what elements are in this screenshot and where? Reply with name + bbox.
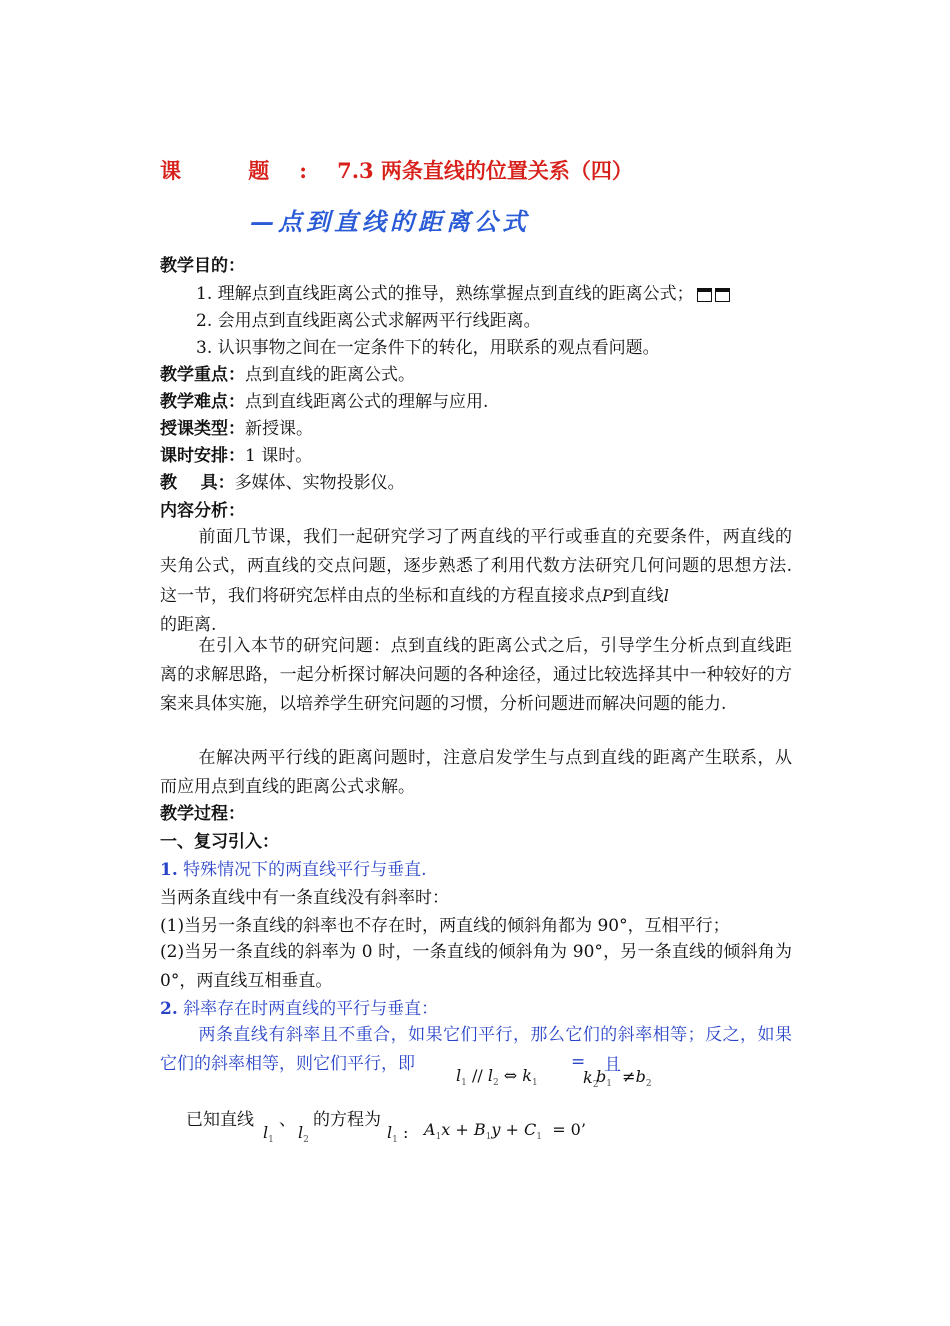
lesson-subtitle: —点到直线的距离公式 [250,207,530,236]
line-l1-label: $l_1$ : [387,1123,409,1146]
key-point [160,361,415,389]
separator: 、 [279,1110,296,1130]
objectives-heading: 教学目的： [160,256,245,276]
review-item-1-case-b: (2)当另一条直线的斜率为 0 时，一条直线的倾斜角为 90°，另一条直线的倾斜角为 0°，两直线互相垂直。 [160,942,792,991]
equation-of-text: 的方程为 [313,1110,381,1130]
placeholder-box-icon [697,288,712,302]
lesson-type-label: 授课类型： [160,419,245,439]
analysis-text: 的距离. [160,615,217,635]
review-item-1-intro: 当两条直线中有一条直线没有斜率时： [160,888,449,908]
slope-k2: $k_2$ [583,1068,599,1091]
analysis-paragraph-3 [160,744,792,802]
item-number: 2. [160,999,178,1019]
parallel-condition-formula: $l_1 // l_2$ ⇔ $k_1$ [456,1066,538,1089]
schedule-text: 1 课时。 [245,446,313,466]
objective-item: 2. 会用点到直线距离公式求解两平行线距离。 [196,311,541,331]
analysis-text: 到直线 [612,586,664,606]
item-2-text: 两条直线有斜率且不重合，如果它们平行，那么它们的斜率相等；反之，如果它们的斜率相等，则它们平行，即 [160,1025,792,1074]
process-heading: 教学过程： [160,804,245,824]
equals-sign: = [571,1052,586,1072]
item-title: 特殊情况下的两直线平行与垂直. [183,860,427,880]
objective-item: 3. 认识事物之间在一定条件下的转化，用联系的观点看问题。 [196,338,660,358]
objective-item [196,280,730,308]
review-item-1-case-a: (1)当另一条直线的斜率也不存在时，两直线的倾斜角都为 90°，互相平行； [160,916,730,936]
item-title: 斜率存在时两直线的平行与垂直： [183,999,439,1019]
intercept-condition: $b_1 \ne b_2$ [596,1067,652,1090]
analysis-paragraph-1 [160,523,792,640]
line-l2-symbol: $l_2$ [298,1123,309,1146]
analysis-paragraph-2 [160,632,792,719]
line-l1-equation: $A_1x + B_1y + C_1 = 0$’ [424,1120,586,1143]
placeholder-box-icon [715,288,730,302]
lesson-title [160,157,633,185]
known-lines-text: 已知直线 [186,1110,254,1130]
difficulty-label: 教学难点： [160,392,245,412]
schedule-label: 课时安排： [160,446,245,466]
review-item-2 [160,995,438,1023]
line-symbol: l [663,586,669,605]
analysis-text: 前面几节课，我们一起研究学习了两直线的平行或垂直的充要条件，两直线的夹角公式，两直线的交点问题，逐步熟悉了利用代数方法研究几何问题的思想方法. 这一节，我们将研究怎样由点的坐标和直线的方程直接求点 [160,527,792,606]
objective-text: 1. 理解点到直线距离公式的推导，熟练掌握点到直线的距离公式； [196,284,694,304]
and-word: 且 [604,1055,621,1075]
review-item-1 [160,856,427,884]
analysis-text: 在引入本节的研究问题：点到直线的距离公式之后，引导学生分析点到直线距离的求解思路，一起分析探讨解决问题的各种途径，通过比较选择其中一种较好的方案来具体实施，以培养学生研究问题的习惯，分析问题进而解决问题的能力. [160,636,792,714]
point-symbol: P [602,586,613,605]
difficulty-text: 点到直线距离公式的理解与应用. [245,392,489,412]
analysis-heading: 内容分析： [160,501,245,521]
title-text: 7.3 两条直线的位置关系（四） [337,158,633,183]
analysis-text: 在解决两平行线的距离问题时，注意启发学生与点到直线的距离产生联系，从而应用点到直线的距离公式求解。 [160,748,792,797]
schedule [160,442,312,470]
tools-label: 教 具： [160,473,235,493]
line-l1-symbol: $l_1$ [263,1123,274,1146]
title-label: 课 题: [160,158,338,183]
key-point-label: 教学重点： [160,365,245,385]
difficulty [160,388,488,416]
tools-text: 多媒体、实物投影仪。 [234,473,405,493]
item-number: 1. [160,860,178,880]
section-review: 一、复习引入： [160,832,279,852]
lesson-type [160,415,313,443]
key-point-text: 点到直线的距离公式。 [245,365,415,385]
tools [160,469,405,497]
lesson-type-text: 新授课。 [245,419,313,439]
